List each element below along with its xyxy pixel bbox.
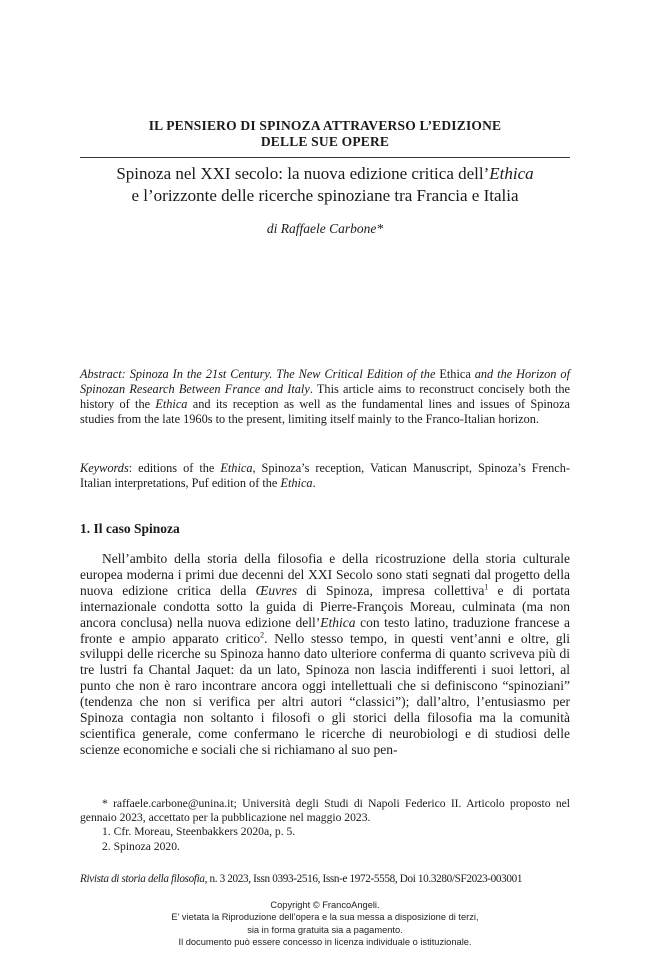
copyright-line-1: Copyright © FrancoAngeli. xyxy=(270,900,380,910)
section-title: 1. Il caso Spinoza xyxy=(80,521,180,536)
journal-citation xyxy=(80,873,570,885)
section-header-line-1: IL PENSIERO DI SPINOZA ATTRAVERSO L’EDIZIONE xyxy=(148,118,502,133)
article-title xyxy=(80,163,570,207)
footnote-star: * raffaele.carbone@unina.it; Università degli Studi di Napoli Federico II. Articolo proposto nel gennaio 2023, accettato per la pubblicazione nel maggio 2023. xyxy=(80,797,570,825)
copyright-line-3: sia in forma gratuita sia a pagamento. xyxy=(247,924,403,935)
copyright-line-4: Il documento può essere concesso in licenza individuale o istituzionale. xyxy=(178,936,472,947)
title-line-1 xyxy=(80,163,570,185)
abstract-lead-2: and the Horizon of Spinozan Research Between France and Italy xyxy=(80,367,570,396)
keywords-label: Keywords xyxy=(80,461,129,475)
footnote-2: 2. Spinoza 2020. xyxy=(102,839,180,853)
author-byline: di Raffaele Carbone* xyxy=(266,221,384,236)
keywords-ethica: Ethica xyxy=(220,461,253,475)
title-line-1-text: Spinoza nel XXI secolo: la nuova edizione critica dell’ xyxy=(116,164,490,183)
keywords-text-1: : editions of the xyxy=(128,461,221,475)
keywords-ethica-2: Ethica xyxy=(280,476,313,490)
body-text-4: con testo latino, traduzione francese a fronte e ampio apparato critico xyxy=(80,614,570,646)
copyright-line-2: E’ vietata la Riproduzione dell’opera e la sua messa a disposizione di terzi, xyxy=(171,912,479,923)
keywords-text-2: , Spinoza’s reception, Vatican Manuscript, Spinoza’s French-Italian interpretations, Puf edition of the xyxy=(80,461,571,490)
body-text-5: . Nello stesso tempo, in questi vent’anni e oltre, gli sviluppi delle ricerche su Spinoza hanno dato ulteriore conferma di quanto scriveva più di tre lustri fa Chantal Jaquet: da un lato, Spinoza non lascia indifferenti i suoi lettori, al punto che non è raro incontrare ancora oggi intellettuali che si definiscono “spinoziani” (tendenza che non si verifica per altri autori “classici”); dall’altro, l’entusiasmo per Spinoza contagia non soltanto i filosofi o gli storici della filosofia ma la comunità scientifica generale, come confermano le ricerche di neurobiologi e di studiosi delle scienze economiche e sociali che si richiamano al suo pen- xyxy=(80,630,570,757)
abstract xyxy=(80,367,570,427)
body-text-1: Nell’ambito della storia della filosofia e della ricostruzione della storia culturale europea moderna i primi due decenni del XXI Secolo sono stati segnati dal progetto della nuova edizione critica della xyxy=(80,551,570,598)
section-header-line-2: DELLE SUE OPERE xyxy=(260,134,390,149)
abstract-ethica-2: Ethica xyxy=(155,397,188,411)
body-ethica: Ethica xyxy=(320,614,356,630)
copyright-notice xyxy=(80,899,570,948)
footnote-1: 1. Cfr. Moreau, Steenbakkers 2020a, p. 5. xyxy=(102,825,296,839)
body-text-3: e di portata internazionale condotta sotto la guida di Pierre-François Moreau, culminata (ma non ancora conclusa) nella nuova edizione dell’ xyxy=(80,582,570,630)
journal-details: , n. 3 2023, Issn 0393-2516, Issn-e 1972-5558, Doi 10.3280/SF2023-003001 xyxy=(204,873,523,885)
abstract-lead: Abstract: Spinoza In the 21st Century. The New Critical Edition of the xyxy=(80,367,440,381)
abstract-text-2: and its reception as well as the fundamental lines and issues of Spinoza studies from the late 1960s to the present, limiting itself mainly to the Franco-Italian horizon. xyxy=(80,397,570,426)
header-rule xyxy=(80,157,570,158)
footnotes xyxy=(80,797,570,854)
keywords xyxy=(80,461,570,491)
section-header xyxy=(80,118,570,150)
footnote-ref-1[interactable]: 1 xyxy=(484,582,489,592)
body-paragraph xyxy=(80,551,570,758)
title-line-2: e l’orizzonte delle ricerche spinoziane tra Francia e Italia xyxy=(131,186,519,205)
body-text-2: di Spinoza, impresa collettiva xyxy=(297,582,485,598)
abstract-ethica: Ethica xyxy=(439,367,471,381)
footnote-ref-2[interactable]: 2 xyxy=(260,630,265,640)
journal-name: Rivista di storia della filosofia xyxy=(80,873,205,885)
body-oeuvres: Œuvres xyxy=(255,582,298,598)
keywords-text-3: . xyxy=(312,476,316,490)
title-ethica: Ethica xyxy=(489,164,534,183)
abstract-text-1: . This article aims to reconstruct concisely both the history of the xyxy=(80,382,571,411)
